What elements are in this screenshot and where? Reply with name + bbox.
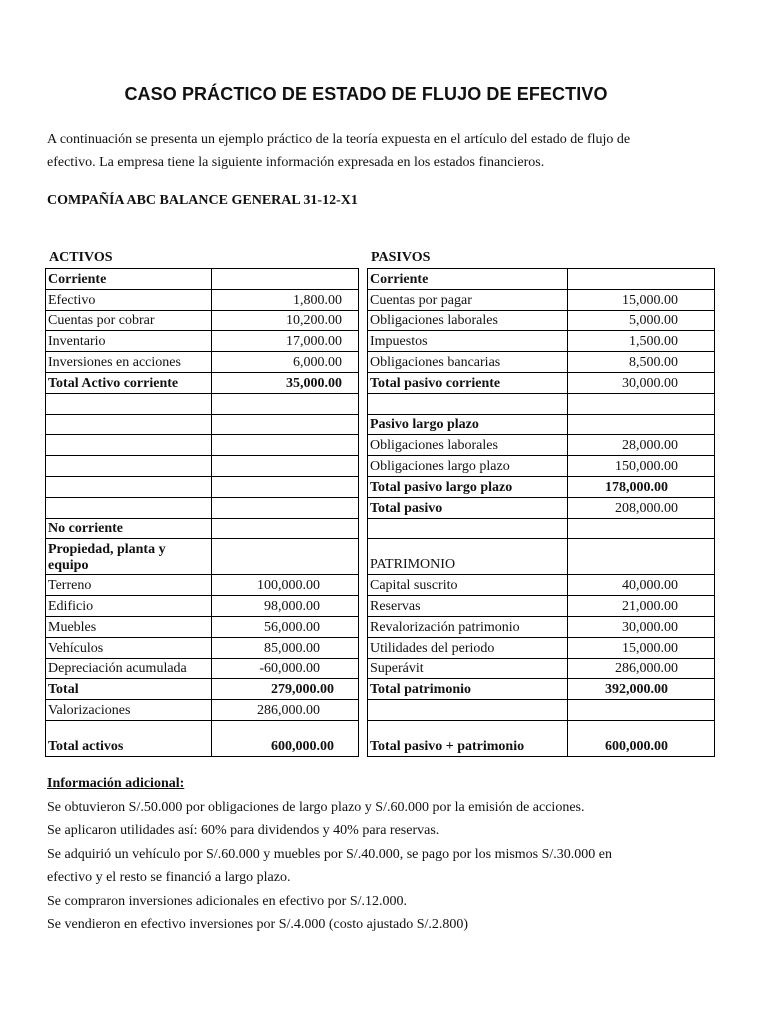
row-label: Inversiones en acciones — [46, 352, 212, 373]
row-label: Propiedad, planta y equipo — [46, 539, 212, 575]
row-label: Obligaciones bancarias — [368, 352, 568, 373]
table-row — [368, 616, 715, 637]
info-line: Se vendieron en efectivo inversiones por S/.4.000 (costo ajustado S/.2.800) — [47, 917, 469, 932]
row-value: -60,000.00 — [212, 658, 359, 679]
row-label: Vehículos — [46, 637, 212, 658]
row-label — [368, 700, 568, 721]
table-row — [368, 518, 715, 539]
table-row — [368, 679, 715, 700]
pasivos-header: PASIVOS — [371, 250, 431, 265]
table-row — [46, 575, 359, 596]
table-row — [46, 331, 359, 352]
row-label: Valorizaciones — [46, 700, 212, 721]
row-value — [568, 414, 715, 435]
table-row — [46, 720, 359, 756]
row-label: Depreciación acumulada — [46, 658, 212, 679]
table-row — [46, 700, 359, 721]
row-label: Superávit — [368, 658, 568, 679]
info-line: Se adquirió un vehículo por S/.60.000 y muebles por S/.40.000, se pago por los mismos S/.30.000 en — [47, 846, 613, 862]
table-row — [46, 497, 359, 518]
row-value: 10,200.00 — [212, 310, 359, 331]
table-row — [46, 616, 359, 637]
table-row — [368, 658, 715, 679]
row-value: 85,000.00 — [212, 637, 359, 658]
table-row — [46, 518, 359, 539]
table-row — [46, 310, 359, 331]
row-value: 1,800.00 — [212, 289, 359, 310]
row-label: Total pasivo corriente — [368, 372, 568, 393]
table-row — [368, 289, 715, 310]
table-row — [368, 720, 715, 756]
table-row — [368, 637, 715, 658]
row-label: Revalorización patrimonio — [368, 616, 568, 637]
row-label: Terreno — [46, 575, 212, 596]
table-row — [46, 476, 359, 497]
row-value: 30,000.00 — [568, 372, 715, 393]
activos-header: ACTIVOS — [49, 250, 113, 265]
row-label: Obligaciones largo plazo — [368, 456, 568, 477]
row-label: Corriente — [368, 269, 568, 290]
table-row — [46, 435, 359, 456]
table-row — [368, 352, 715, 373]
row-value: 56,000.00 — [212, 616, 359, 637]
additional-info-header: Información adicional: — [47, 776, 185, 791]
row-label: Efectivo — [46, 289, 212, 310]
row-value: 100,000.00 — [212, 575, 359, 596]
row-label — [46, 435, 212, 456]
row-label — [46, 476, 212, 497]
row-label: Total activos — [46, 720, 212, 756]
row-label: Corriente — [46, 269, 212, 290]
info-line: Se compraron inversiones adicionales en efectivo por S/.12.000. — [47, 893, 408, 909]
row-value: 1,500.00 — [568, 331, 715, 352]
row-label: Total pasivo — [368, 497, 568, 518]
row-label — [46, 497, 212, 518]
table-row — [46, 289, 359, 310]
table-row — [46, 596, 359, 617]
row-label: Capital suscrito — [368, 575, 568, 596]
row-label — [46, 393, 212, 414]
row-label: No corriente — [46, 518, 212, 539]
table-row — [368, 596, 715, 617]
table-row — [46, 658, 359, 679]
row-value — [568, 518, 715, 539]
row-value: 15,000.00 — [568, 289, 715, 310]
row-value — [212, 497, 359, 518]
row-value: 600,000.00 — [568, 720, 715, 756]
table-row — [368, 456, 715, 477]
row-value: 178,000.00 — [568, 476, 715, 497]
row-label: Pasivo largo plazo — [368, 414, 568, 435]
pasivos-table — [367, 268, 715, 757]
row-value — [568, 393, 715, 414]
row-value: 286,000.00 — [568, 658, 715, 679]
row-value — [212, 269, 359, 290]
table-row — [368, 331, 715, 352]
row-value — [568, 269, 715, 290]
table-row — [368, 539, 715, 575]
info-line: Se obtuvieron S/.50.000 por obligaciones de largo plazo y S/.60.000 por la emisión de acciones. — [47, 799, 585, 815]
intro-line: efectivo. La empresa tiene la siguiente información expresada en los estados financieros. — [47, 155, 545, 170]
row-value — [568, 539, 715, 575]
row-label: PATRIMONIO — [368, 539, 568, 575]
row-label: Edificio — [46, 596, 212, 617]
intro-line: A continuación se presenta un ejemplo práctico de la teoría expuesta en el artículo del estado de flujo de — [47, 132, 631, 147]
table-row — [368, 476, 715, 497]
row-label: Total pasivo largo plazo — [368, 476, 568, 497]
table-row — [46, 679, 359, 700]
table-row — [46, 539, 359, 575]
row-label — [368, 518, 568, 539]
table-row — [46, 372, 359, 393]
table-row — [46, 269, 359, 290]
activos-table — [45, 268, 359, 757]
row-value: 15,000.00 — [568, 637, 715, 658]
table-row — [368, 414, 715, 435]
table-row — [46, 393, 359, 414]
table-row — [46, 456, 359, 477]
row-label: Cuentas por cobrar — [46, 310, 212, 331]
table-row — [368, 269, 715, 290]
info-line: efectivo y el resto se financió a largo plazo. — [47, 870, 291, 885]
row-label: Muebles — [46, 616, 212, 637]
row-value: 279,000.00 — [212, 679, 359, 700]
row-value — [568, 700, 715, 721]
row-value: 600,000.00 — [212, 720, 359, 756]
additional-info — [47, 772, 727, 937]
table-row — [368, 497, 715, 518]
row-label: Total Activo corriente — [46, 372, 212, 393]
row-label: Impuestos — [368, 331, 568, 352]
row-value: 8,500.00 — [568, 352, 715, 373]
table-row — [368, 393, 715, 414]
row-value — [212, 456, 359, 477]
row-label: Obligaciones laborales — [368, 310, 568, 331]
table-row — [368, 372, 715, 393]
row-value — [212, 539, 359, 575]
company-heading: COMPAÑÍA ABC BALANCE GENERAL 31-12-X1 — [47, 193, 358, 208]
row-label: Obligaciones laborales — [368, 435, 568, 456]
row-value — [212, 414, 359, 435]
row-label: Cuentas por pagar — [368, 289, 568, 310]
table-row — [46, 414, 359, 435]
row-value: 30,000.00 — [568, 616, 715, 637]
row-value — [212, 435, 359, 456]
table-row — [368, 435, 715, 456]
info-line: Se aplicaron utilidades así: 60% para dividendos y 40% para reservas. — [47, 823, 440, 838]
row-label: Total — [46, 679, 212, 700]
row-value: 5,000.00 — [568, 310, 715, 331]
row-value: 40,000.00 — [568, 575, 715, 596]
intro-paragraph — [47, 128, 707, 174]
row-value — [212, 476, 359, 497]
row-label: Inventario — [46, 331, 212, 352]
table-row — [368, 700, 715, 721]
row-value: 6,000.00 — [212, 352, 359, 373]
row-value: 17,000.00 — [212, 331, 359, 352]
table-row — [46, 352, 359, 373]
table-row — [368, 575, 715, 596]
row-value — [212, 393, 359, 414]
table-row — [368, 310, 715, 331]
row-value: 392,000.00 — [568, 679, 715, 700]
row-value — [212, 518, 359, 539]
row-label — [46, 456, 212, 477]
row-value: 98,000.00 — [212, 596, 359, 617]
row-value: 21,000.00 — [568, 596, 715, 617]
row-value: 28,000.00 — [568, 435, 715, 456]
row-value: 208,000.00 — [568, 497, 715, 518]
page-title: CASO PRÁCTICO DE ESTADO DE FLUJO DE EFECTIVO — [124, 84, 608, 104]
table-row — [46, 637, 359, 658]
row-value: 35,000.00 — [212, 372, 359, 393]
row-label — [368, 393, 568, 414]
row-value: 150,000.00 — [568, 456, 715, 477]
row-label: Total patrimonio — [368, 679, 568, 700]
row-label: Utilidades del periodo — [368, 637, 568, 658]
row-label — [46, 414, 212, 435]
row-label: Reservas — [368, 596, 568, 617]
row-value: 286,000.00 — [212, 700, 359, 721]
row-label: Total pasivo + patrimonio — [368, 720, 568, 756]
